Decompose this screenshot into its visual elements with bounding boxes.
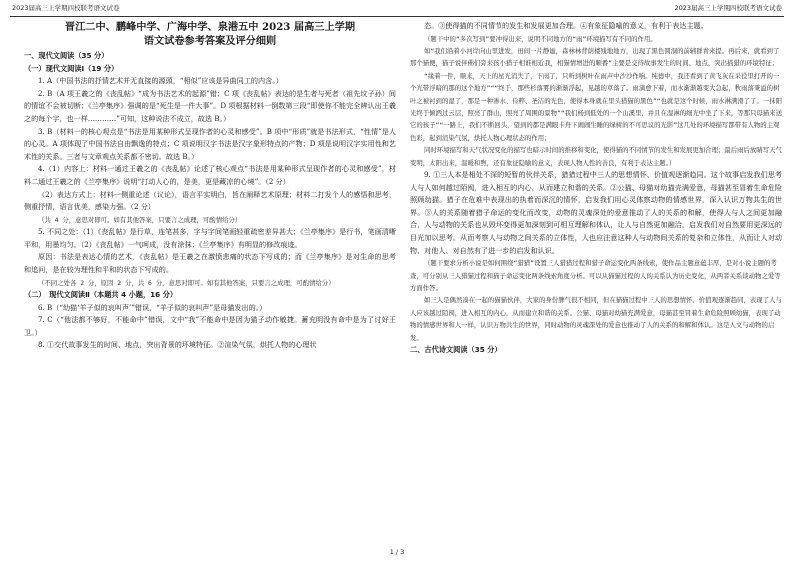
answer-paragraph: 态。③使得猫的不同情节的发生和发展更加合理。④有象征隐喻的意义，有利于表达主题。 [424,21,708,30]
answer-paragraph: 7. C（“他法都不够好，不能命中”错误，文中“我”不能命中是因为猫子动作敏捷。蓄充明没有命中是为了讨好王卫。） [24,315,396,337]
subsection-heading: （二） 现代文阅读Ⅱ（本题共 4 小题，16 分） [24,289,178,299]
scoring-note: “缘着一件，顺来，天上的星光消失了，下雨了，只听到树叶在雨声中沙沙作响。纯德中，我还看到了黄飞灰在采役里打开的一个光带浮暗的那的这个地方”““终于，那些杉落雾的渐渐浮起，见越的草落了。雨滴愈下着，而水渐渐越变大急起，秋雨落秉溢的树叶之被衬到的湿了，那是一种渗水、俭粹、圣洁的光色，使得本身就在里头猎猫的黑色”“也就是这个时候，雨水淋满滑了了。一抹阳光终于倾洒过云层，照亮了群山，照亮了周围的景物”“我们杨到低处的一个山溪里，并且在湿淋的细光中坐了下来，等那只母猫来送它的孩子”“一路上，我们不断回头，望到的都是满眼卡舟下闹闹生睡的绿树的不可思议的光影”这几处的环境描写都带有人物的主观色彩，起到渲染气氛，烘托人物心理状态的作用； [410,71,782,142]
subsection-heading: （一）现代文阅读Ⅰ（19 分） [24,63,119,73]
header-divider [10,16,784,17]
answer-paragraph: 9. ①三人本是相处不深的短暂的伙伴关系，猎猎过程中三人的思想情怀、价值观逐渐趋同。这个故事启发我们思考人与人如何越过陌阂，进入相互的内心，从而建立和谐的关系。②公猫、母猫对幼猫壳满爱意，母猫甚至冒着生命危险照顾幼猫。猎子在危难中表现出的执着而深沉的情怀，启发我们用心灵体察动物的情感世界，深入认识万物共生的世界。③人的关系随着猎子命运的变化而改变，动物的灵魂深处的爱意推动了人的关系的和解，使得人与人之间更加融合，人与动物的关系也从毁坏变得更加深刻到可相互理解和体认，让人与自然更加融洽，启发我们对自然要用更深远的目光加以思考。从而考察人与动物之间关系的立体性，人也应注意这种人与动物间关系的复杂和立体性，从而让人对动物、对他人、对自然有了进一步的启发和认识。 [410,170,782,255]
scoring-note: 如“我们沿着小河岸向山里进发，田间一片静谧，森林林背荫楼残地地方，出现了黑色圆洞的前辅群青来提。再后来，就看到了那个猫便，猫子说伴佛们旁来孩小猎子相谁相近我，相猫情增进的顺番”主要是交待故事发生的时间、地点，突出描猎的环境特征； [410,47,780,68]
answer-paragraph: 6. B（“幼猫‘羊子似的哀叫声’”错误，“羊子似的哀叫声”是母猫发出的。） [38,302,267,312]
scoring-note: （题干中的“多次写到”要冲得出来，说明不同地方的“雨”环境描写有不同的作用。 [424,34,657,43]
answer-paragraph: 5. 不同之处：（1）《丧乱帖》是行草，连笔甚多，字与字间笔画轻重疏密差异甚大；《兰亭集序》是行书，笔画清晰平和，用墨均匀。（2）《丧乱帖》一气呵成，没有涂抹；《兰亭集序》有明显的修改痕迹。 [24,227,396,249]
answer-paragraph: 原因：书法是表达心情的艺术，《丧乱帖》是王羲之在激愤悲痛的状态下写成的；而《兰亭集序》是对生命的思考和追问，是在较为理性和平和的状态下写成的。 [24,252,396,274]
doc-title: 晋江二中、鹏峰中学、广海中学、泉港五中 2023 届高三上学期 [64,21,356,33]
answer-paragraph: 2. B（A 项王羲之的《丧乱帖》“成为书法艺术的起源”错；C 项《丧乱帖》表达的是生者与死者（祖先坟子孙）间的情谊不会被切断；《兰亭集序》强调的是“死生是一件大事”。D 项根据材料一倒数第三段“即使你不能完全辨认出王羲之的每个字，也一样…………”可知，这种说法不成立，故选 B。） [24,88,396,123]
answer-paragraph: 4.（1）内容上：材料一通过王羲之的《丧乱帖》论述了核心观点“书法是用某种形式呈现作者的心灵和感受”，材料二通过王羲之的《兰亭集序》说明“打动人心的，是美，更是藏凉的心境”。（2 分） [24,164,396,186]
header-left-title: 2023届高三上学期四校联考语文试卷 [12,4,120,12]
left-column [24,20,396,352]
answer-paragraph: 1. A（中国书法的抒情艺术并无直接的源頭，“相似”应该是异曲同工的内含。） [38,76,283,86]
header-right-title: 2023届高三上学期四校联考语文试卷 [674,4,782,12]
subsection-heading: 二、古代诗文阅读（35 分） [410,345,502,355]
section-heading: 一、现代文阅读（35 分） [24,51,109,60]
scoring-note: 如三人是偶然凑在一起的猫猫伙伴，大家的身份脾气很不相同，但在猫猫过程中三人的思想情怀、价值观逐渐趋同，表现了人与人应该越过陌阂，进入相互的内心，从而建立和谐的关系。公猫、母猫对幼猫充满爱意，母猫甚至冒着生命危险照顾幼猫，表现了动物的情感世界和人一样，认识万物共生的世界，同时动物的灵魂深处的爱意也推动了人的关系的和解和体认。这是人文与动物的启发。 [410,296,782,342]
scoring-note: （不同之处各 2 分，原因 2 分，共 6 分，意思对即可。如有其他答案，只要言之成理，可酌情给分） [38,278,335,287]
answer-paragraph: 3. B（材料一的核心观点是“书法是用某种形式呈现作者的心灵和感受”。B 项中“形质”就是书法形式，“性情”是人的心灵。A 项体现了中国书法自由飘逸的特点；C 项说明汉字书法是汉字象形特点的产物；D 项是说明汉字实用性和艺术性的关系。三者与文章观点关系都不密切。故选 B。） [24,126,396,161]
scoring-note: （共 4 分，意思对即可。如有其他答案，只要言之成理，可酌情给分） [38,215,242,224]
scoring-note: （题干要求分析小说是如何围绕“猎猎”设置三人猎猎过程和猎子命运变化两条线索，使作品主题意蕴丰厚，是对小说主题的考查，可分别从三人猎猫过程和猫子命运变化两条线索角度分析。可以从猫猫过程的人的关系认为历史变化，从两者关系谈动物之爱等方面作答。 [410,259,781,293]
page-number: 1 / 3 [389,548,405,556]
answer-paragraph: （2）表达方式上：材料一侧重论述（议论），语言平实明白，旨在阐释艺术原理；材料二打发个人的感悟和思考，侧重抒情，语言优美，感染力强。（2 分） [24,189,396,212]
doc-subtitle: 语文试卷参考答案及评分细则 [143,35,277,47]
answer-paragraph: 8. ①交代故事发生的时间、地点，突出背景的环境特征。②渲染气氛，烘托人物的心理状 [38,340,317,350]
scoring-note: 同时环境描写和天气状况变化的描写也暗示时间的推移和变化，使得猫的不同情节的发生和发展更加合理；最后雨后放睛写天气变明，太阳出来，温暖和煦，还有象征隐喻的意义，表现人物人性的善良，有利于表达主题。） [410,146,782,167]
right-column [410,20,782,357]
